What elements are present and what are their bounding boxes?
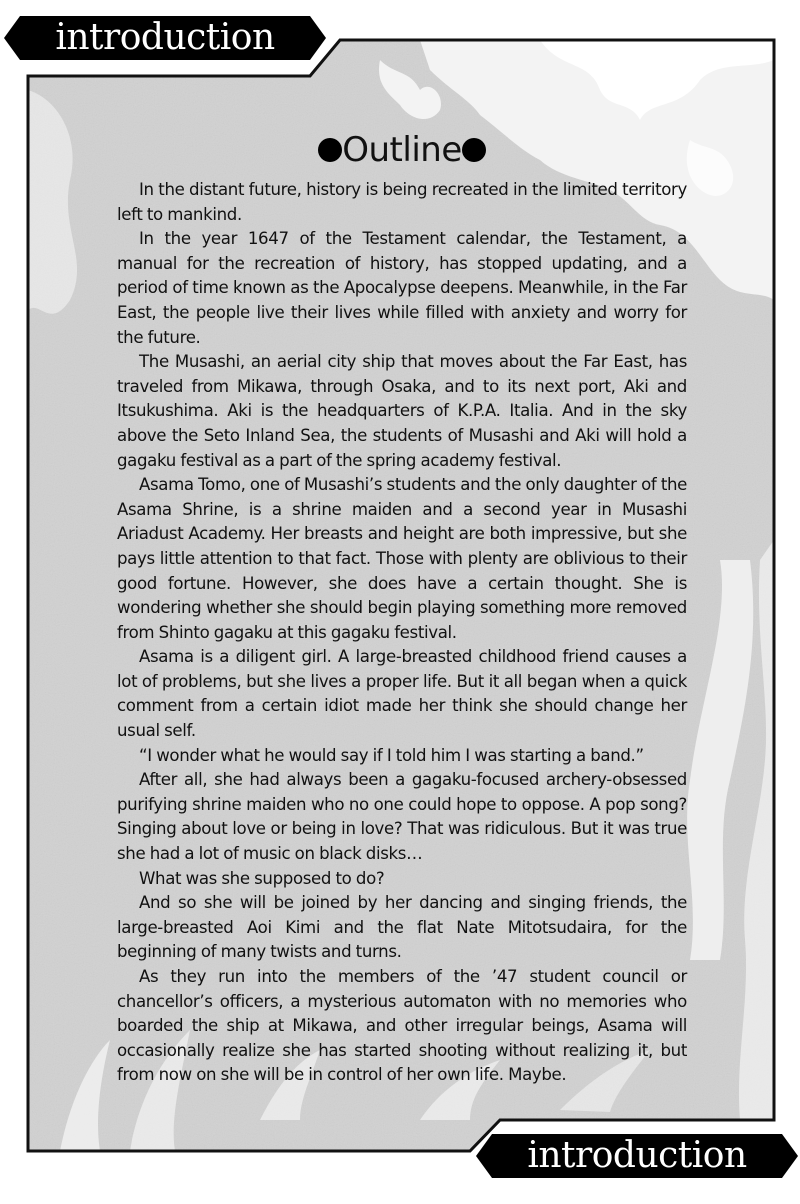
paragraph: What was she supposed to do? — [139, 868, 385, 888]
footer-tag-label: introduction — [527, 1135, 747, 1176]
paragraph: After all, she had always been a gagaku-focused archery-obsessed purifying shrine maiden who no one could hope to oppose. A pop song? Singing about love or being in love? That was ridiculous. But it was true she had a lot of music on black disks… — [117, 770, 687, 864]
paragraph: The Musashi, an aerial city ship that moves about the Far East, has traveled from Mikawa, through Osaka, and to its next port, Aki and Itsukushima. Aki is the headquarters of K.P.A. Italia. And in the sky above the Seto Inland Sea, the students of Musashi and Aki will hold a gagaku festival as a part of the spring academy festival. — [117, 352, 687, 470]
outline-title — [117, 128, 687, 172]
paragraph: Asama Tomo, one of Musashi’s students and the only daughter of the Asama Shrine, is a shrine maiden and a second year in Musashi Ariadust Academy. Her breasts and height are both impressive, but she pays little attention to that fact. Those with plenty are oblivious to their good fortune. However, she does have a certain thought. She is wondering whether she should begin playing something more removed from Shinto gagaku at this gagaku festival. — [117, 475, 687, 642]
bullet-dot-icon — [318, 138, 342, 162]
paragraph: As they run into the members of the ’47 student council or chancellor’s officers, a mysterious automaton with no memories who boarded the ship at Mikawa, and other irregular beings, Asama will occasionally realize she has started shooting without realizing it, but from now on she will be in control of her own life. Maybe. — [117, 967, 687, 1085]
paragraph: And so she will be joined by her dancing and singing friends, the large-breasted Aoi Kimi and the flat Nate Mitotsudaira, for the beginning of many twists and turns. — [117, 893, 687, 962]
footer-tag — [476, 1134, 798, 1178]
paragraph: Asama is a diligent girl. A large-breasted childhood friend causes a lot of problems, but she lives a proper life. But it all began when a quick comment from a certain idiot made her think she should change her usual self. — [117, 647, 687, 741]
paragraph: “I wonder what he would say if I told him I was starting a band.” — [139, 745, 644, 765]
paragraph: In the year 1647 of the Testament calendar, the Testament, a manual for the recreation of history, has stopped updating, and a period of time known as the Apocalypse deepens. Meanwhile, in the Far East, the people live their lives while filled with anxiety and worry for the future. — [117, 229, 687, 347]
header-tag-label: introduction — [55, 17, 275, 58]
outline-section — [117, 128, 687, 1088]
outline-title-text: Outline — [342, 130, 462, 170]
bullet-dot-icon — [462, 138, 486, 162]
paragraph: In the distant future, history is being recreated in the limited territory left to mankind. — [117, 180, 687, 224]
header-tag — [4, 16, 326, 60]
